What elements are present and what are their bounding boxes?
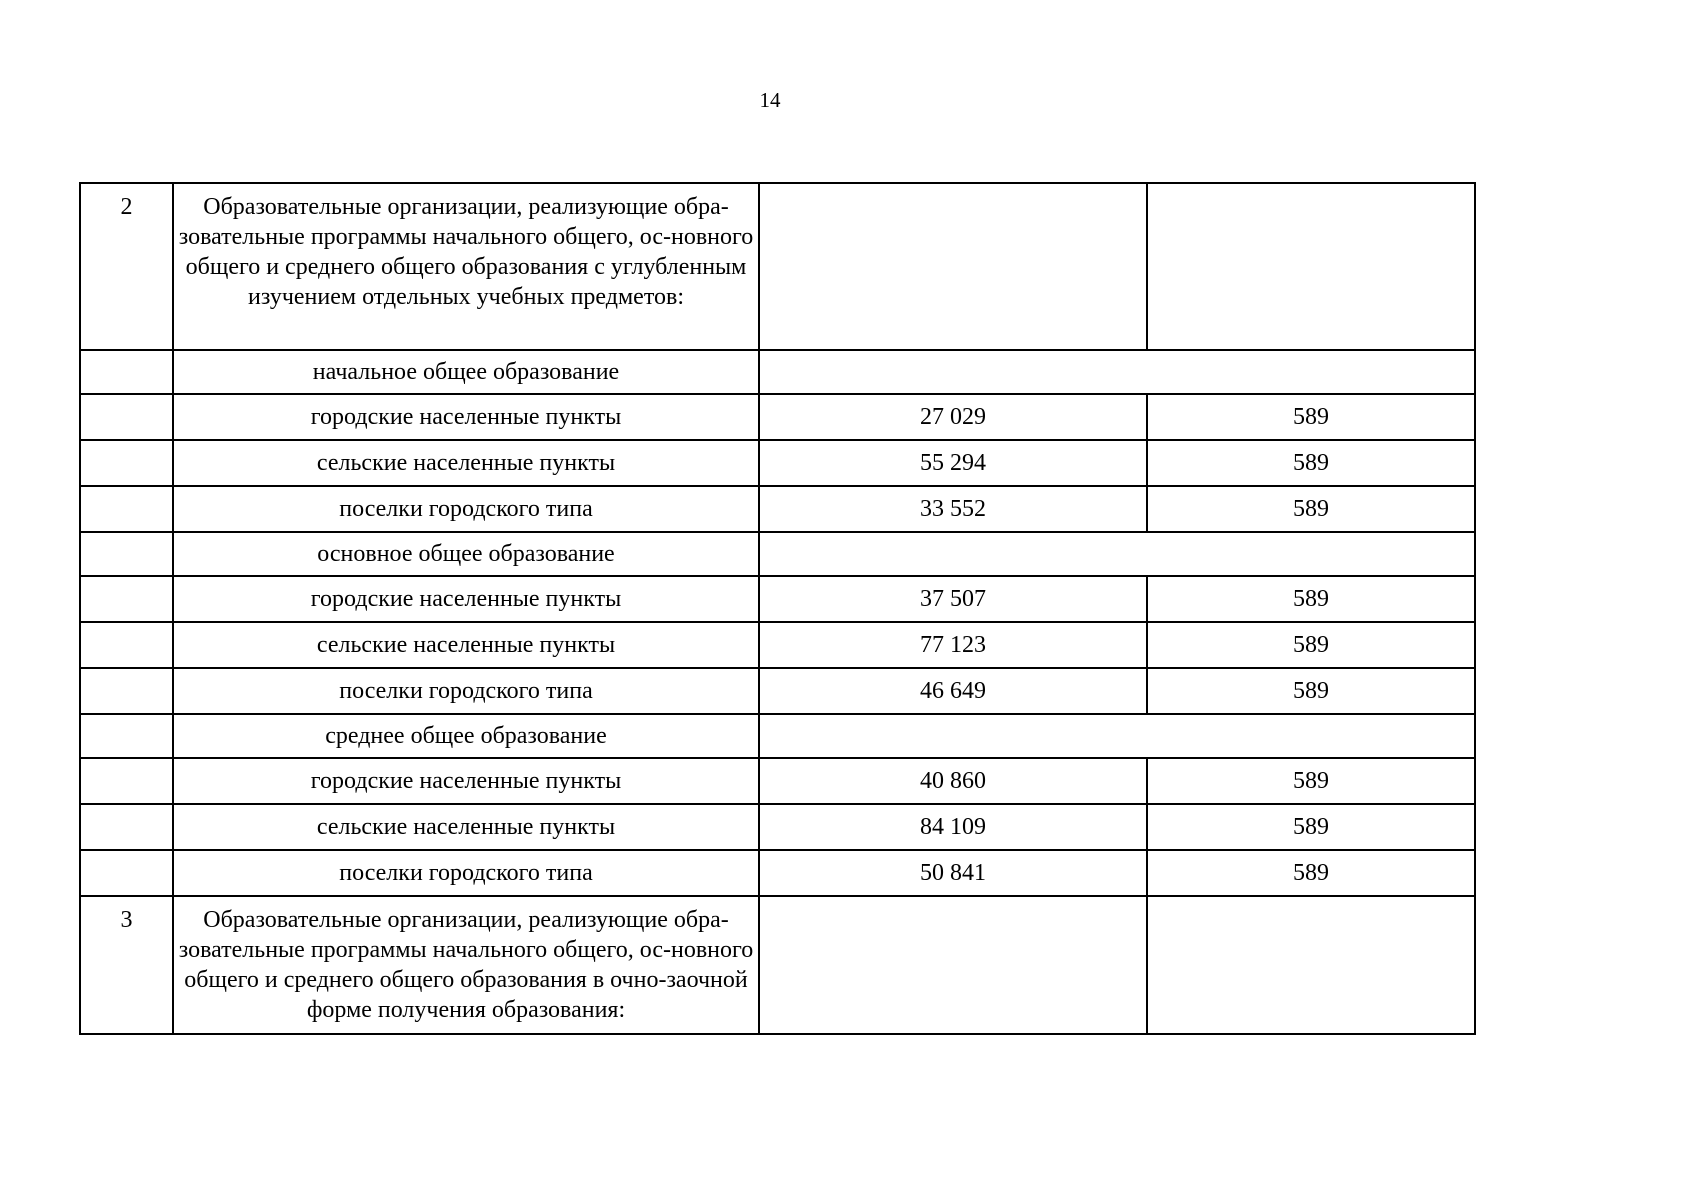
value-cell-1: 77 123	[759, 622, 1147, 668]
settlement-type: сельские населенные пункты	[173, 440, 759, 486]
table-row	[80, 486, 1475, 532]
value-cell-2: 589	[1147, 668, 1475, 714]
value-cell-1: 33 552	[759, 486, 1147, 532]
table-row	[80, 576, 1475, 622]
settlement-type: сельские населенные пункты	[173, 804, 759, 850]
empty-cell	[80, 758, 173, 804]
settlement-type: городские населенные пункты	[173, 758, 759, 804]
table-row	[80, 394, 1475, 440]
empty-cell	[80, 394, 173, 440]
section-number: 3	[80, 896, 173, 1034]
value-cell-2: 589	[1147, 804, 1475, 850]
empty-cell	[1147, 183, 1475, 350]
value-cell-2: 589	[1147, 576, 1475, 622]
section-header-row	[80, 896, 1475, 1034]
empty-cell	[759, 532, 1475, 576]
empty-cell	[80, 350, 173, 394]
education-level-row	[80, 532, 1475, 576]
empty-cell	[80, 804, 173, 850]
empty-cell	[80, 668, 173, 714]
settlement-type: сельские населенные пункты	[173, 622, 759, 668]
settlement-type: городские населенные пункты	[173, 394, 759, 440]
empty-cell	[80, 850, 173, 896]
empty-cell	[759, 350, 1475, 394]
empty-cell	[80, 622, 173, 668]
tariff-table	[79, 182, 1476, 1035]
empty-cell	[1147, 896, 1475, 1034]
settlement-type: городские населенные пункты	[173, 576, 759, 622]
table-row	[80, 758, 1475, 804]
value-cell-2: 589	[1147, 850, 1475, 896]
empty-cell	[80, 486, 173, 532]
value-cell-1: 46 649	[759, 668, 1147, 714]
education-level-label: начальное общее образование	[173, 350, 759, 394]
empty-cell	[80, 532, 173, 576]
empty-cell	[80, 576, 173, 622]
section-title: Образовательные организации, реализующие обра-зовательные программы начального общего, ос-новного общего и среднего общего образования в очно-заочной форме получения образования:	[173, 896, 759, 1034]
value-cell-1: 84 109	[759, 804, 1147, 850]
section-title: Образовательные организации, реализующие обра-зовательные программы начального общего, ос-новного общего и среднего общего образования с углубленным изучением отдельных учебных предметов:	[173, 183, 759, 350]
value-cell-2: 589	[1147, 394, 1475, 440]
settlement-type: поселки городского типа	[173, 668, 759, 714]
empty-cell	[80, 714, 173, 758]
empty-cell	[80, 440, 173, 486]
table-row	[80, 850, 1475, 896]
page-number: 14	[759, 88, 781, 112]
education-level-label: основное общее образование	[173, 532, 759, 576]
value-cell-2: 589	[1147, 758, 1475, 804]
section-number: 2	[80, 183, 173, 350]
table-row	[80, 622, 1475, 668]
education-level-label: среднее общее образование	[173, 714, 759, 758]
table-row	[80, 440, 1475, 486]
settlement-type: поселки городского типа	[173, 850, 759, 896]
value-cell-2: 589	[1147, 622, 1475, 668]
value-cell-2: 589	[1147, 486, 1475, 532]
education-level-row	[80, 350, 1475, 394]
table-row	[80, 668, 1475, 714]
value-cell-1: 55 294	[759, 440, 1147, 486]
empty-cell	[759, 714, 1475, 758]
value-cell-1: 37 507	[759, 576, 1147, 622]
education-level-row	[80, 714, 1475, 758]
empty-cell	[759, 896, 1147, 1034]
value-cell-1: 40 860	[759, 758, 1147, 804]
settlement-type: поселки городского типа	[173, 486, 759, 532]
value-cell-1: 27 029	[759, 394, 1147, 440]
table-row	[80, 804, 1475, 850]
empty-cell	[759, 183, 1147, 350]
value-cell-2: 589	[1147, 440, 1475, 486]
value-cell-1: 50 841	[759, 850, 1147, 896]
section-header-row	[80, 183, 1475, 350]
